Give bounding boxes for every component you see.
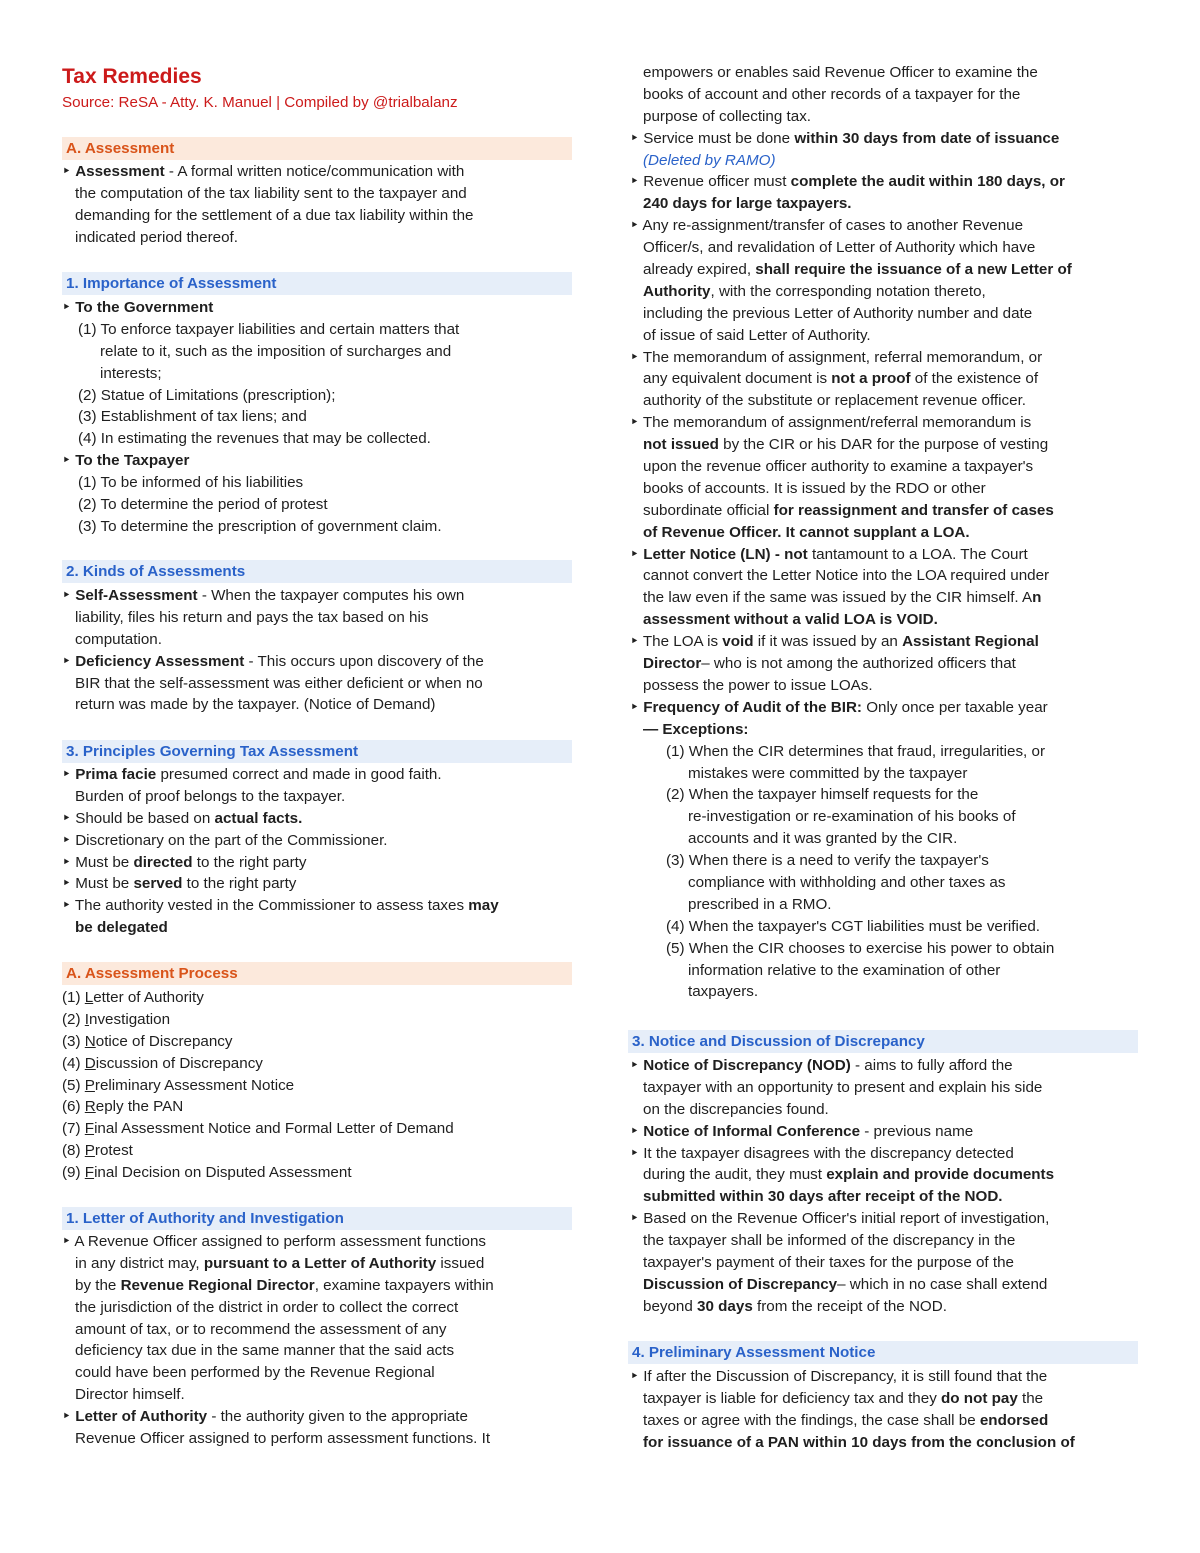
step-item: (1) Letter of Authority	[62, 989, 204, 1006]
kinds-list: ‣ Self-Assessment - When the taxpayer computes his own liability, files his return and pays the tax based on his computation. ‣ Deficiency Assessment - This occurs upon discovery of the BIR that the self-assessment was either deficient or when no return was made by the taxpayer. (Notice of Demand)	[62, 587, 484, 714]
importance-list: ‣ To the Government (1) To enforce taxpayer liabilities and certain matters that relate to it, such as the imposition of surcharges and interests; (2) Statue of Limitations (prescription); (3) Establishment of tax liens; and (4) In estimating the revenues that may be collected. ‣ To the Taxpayer (1) To be informed of his liabilities (2) To determine the period of protest (3) To determine the prescription of government claim.	[62, 299, 460, 535]
notice-discrepancy-list: ‣ Notice of Discrepancy (NOD) - aims to fully afford the taxpayer with an opportunity to present and explain his side on the discrepancies found. ‣ Notice of Informal Conference - previous name ‣ It the taxpayer disagrees with the discrepancy detected during the audit, they must explain and provide documents submitted within 30 days after receipt of the NOD. ‣ Based on the Revenue Officer's initial report of investigation, the taxpayer shall be informed of the discrepancy in the taxpayer's payment of their taxes for the purpose of the Discussion of Discrepancy– which in no case shall extend beyond 30 days from the receipt of the NOD.	[630, 1057, 1055, 1315]
section-header-assessment-process: A. Assessment Process	[62, 962, 572, 985]
section-header-principles: 3. Principles Governing Tax Assessment	[62, 740, 572, 763]
step-item: (7) Final Assessment Notice and Formal Letter of Demand	[62, 1120, 454, 1138]
document-title: Tax Remedies	[62, 65, 202, 88]
section-header-importance: 1. Importance of Assessment	[62, 272, 572, 295]
step-item: (8) Protest	[62, 1142, 133, 1160]
assessment-process-steps	[62, 987, 454, 1184]
section-header-assessment: A. Assessment	[62, 137, 572, 160]
right-column-loa-continued: empowers or enables said Revenue Officer to examine the books of account and other records of a taxpayer for the purpose of collecting tax. ‣ Service must be done within 30 days from date of issuance (Deleted by RAMO) ‣ Revenue officer must complete the audit within 180 days, or 240 days for large taxpayers. ‣ Any re-assignment/transfer of cases to another Revenue Officer/s, and revalidation of Letter of Authority which have already expired, shall require the issuance of a new Letter of Authority, with the corresponding notation thereto, including the previous Letter of Authority number and date of issue of said Letter of Authority. ‣ The memorandum of assignment, referral memorandum, or any equivalent document is not a proof of the existence of authority of the substitute or replacement revenue officer. ‣ The memorandum of assignment/referral memorandum is not issued by the CIR or his DAR for the purpose of vesting upon the revenue officer authority to examine a taxpayer's books of accounts. It is issued by the RDO or other subordinate official for reassignment and transfer of cases of Revenue Officer. It cannot supplant a LOA. ‣ Letter Notice (LN) - not tantamount to a LOA. The Court cannot convert the Letter Notice into the LOA required under the law even if the same was issued by the CIR himself. An assessment without a valid LOA is VOID. ‣ The LOA is void if it was issued by an Assistant Regional Director– who is not among the authorized officers that possess the power to issue LOAs. ‣ Frequency of Audit of the BIR: Only once per taxable year — Exceptions: (1) When the CIR determines that fraud, irregularities, or mistakes were committed by the taxpayer (2) When the taxpayer himself requests for the re-investigation or re-examination of his books of accounts and it was granted by the CIR. (3) When there is a need to verify the taxpayer's compliance with withholding and other taxes as prescribed in a RMO. (4) When the taxpayer's CGT liabilities must be verified. (5) When the CIR chooses to exercise his power to obtain information relative to the examination of other taxpayers.	[630, 64, 1072, 1001]
step-item: (3) Notice of Discrepancy	[62, 1032, 233, 1050]
loa-list: ‣ A Revenue Officer assigned to perform assessment functions in any district may, pursuant to a Letter of Authority issued by the Revenue Regional Director, examine taxpayers within the jurisdiction of the district in order to collect the correct amount of tax, or to recommend the assessment of any deficiency tax due in the same manner that the said acts could have been performed by the Revenue Regional Director himself. ‣ Letter of Authority - the authority given to the appropriate Revenue Officer assigned to perform assessment functions. It	[62, 1233, 494, 1448]
section-header-loa: 1. Letter of Authority and Investigation	[62, 1207, 572, 1230]
step-item: (6) Reply the PAN	[62, 1098, 184, 1116]
section-header-pan: 4. Preliminary Assessment Notice	[628, 1341, 1138, 1364]
principles-list: ‣ Prima facie presumed correct and made in good faith. Burden of proof belongs to the taxpayer. ‣ Should be based on actual facts. ‣ Discretionary on the part of the Commissioner. ‣ Must be directed to the right party ‣ Must be served to the right party ‣ The authority vested in the Commissioner to assess taxes may be delegated	[62, 766, 499, 937]
section-header-notice-discrepancy: 3. Notice and Discussion of Discrepancy	[628, 1030, 1138, 1053]
step-item: (9) Final Decision on Disputed Assessment	[62, 1164, 352, 1182]
pan-list: ‣ If after the Discussion of Discrepancy, it is still found that the taxpayer is liable for deficiency tax and they do not pay the taxes or agree with the findings, the case shall be endorsed for issuance of a PAN within 10 days from the conclusion of	[630, 1368, 1075, 1451]
step-item: (5) Preliminary Assessment Notice	[62, 1076, 295, 1094]
section-header-kinds: 2. Kinds of Assessments	[62, 560, 572, 583]
step-item: (2) Investigation	[62, 1010, 171, 1028]
assessment-definition: ‣ Assessment - A formal written notice/communication with the computation of the tax liability sent to the taxpayer and demanding for the settlement of a due tax liability within the indicated period thereof.	[62, 163, 474, 246]
document-source: Source: ReSA - Atty. K. Manuel | Compiled by @trialbalanz	[62, 94, 458, 111]
step-item: (4) Discussion of Discrepancy	[62, 1054, 263, 1072]
